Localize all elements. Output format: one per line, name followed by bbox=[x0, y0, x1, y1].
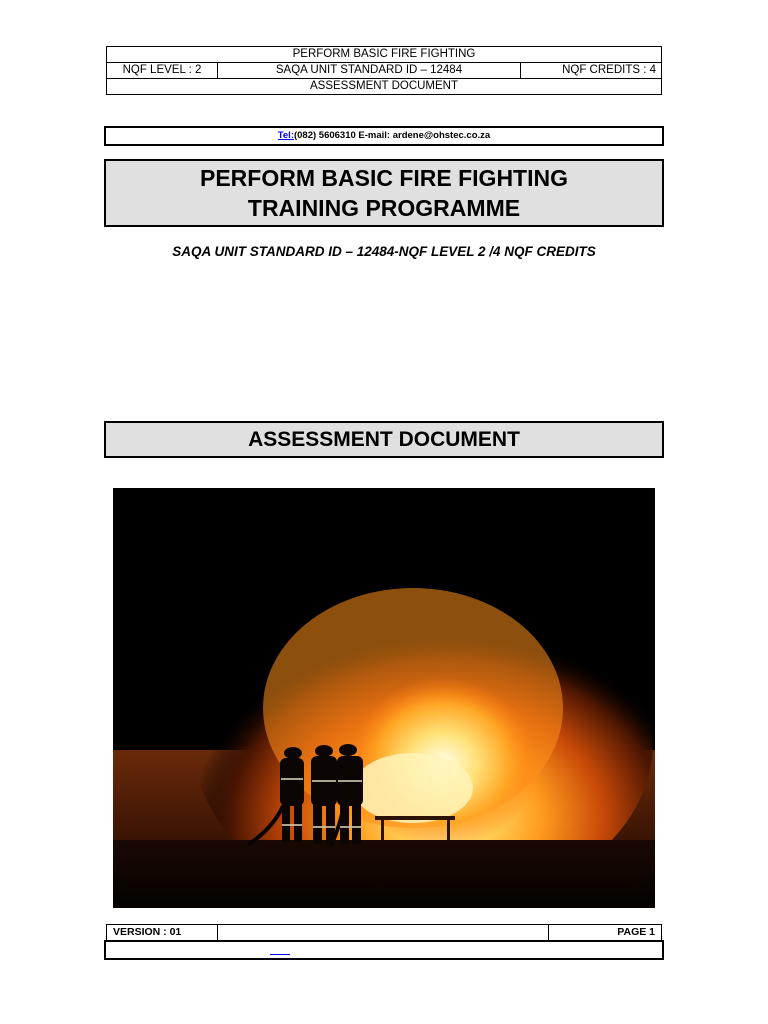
footer-table bbox=[106, 924, 662, 941]
version-label: VERSION : 01 bbox=[107, 925, 218, 940]
tel-link[interactable]: Tel: bbox=[277, 130, 294, 141]
document-title bbox=[104, 159, 664, 227]
unit-standard-id: SAQA UNIT STANDARD ID – 12484 bbox=[218, 63, 521, 78]
nqf-level: NQF LEVEL : 2 bbox=[107, 63, 218, 78]
page-number: PAGE 1 bbox=[617, 926, 655, 938]
title-line-2: TRAINING PROGRAMME bbox=[247, 195, 521, 221]
header-doc-type: ASSESSMENT DOCUMENT bbox=[309, 80, 459, 92]
fire-scene-illustration bbox=[113, 488, 655, 908]
header-table bbox=[106, 46, 662, 95]
contact-bar bbox=[104, 126, 664, 146]
footer-bar bbox=[104, 940, 664, 960]
header-title: PERFORM BASIC FIRE FIGHTING bbox=[292, 48, 476, 60]
contact-details: (082) 5606310 E-mail: ardene@ohstec.co.za bbox=[293, 130, 491, 141]
footer-link[interactable] bbox=[270, 954, 290, 955]
footer-blank-cell bbox=[218, 925, 549, 940]
title-line-1: PERFORM BASIC FIRE FIGHTING bbox=[200, 165, 568, 191]
section-title: ASSESSMENT DOCUMENT bbox=[104, 421, 664, 458]
subtitle: SAQA UNIT STANDARD ID – 12484-NQF LEVEL 2 /4 NQF CREDITS bbox=[172, 244, 596, 259]
nqf-credits: NQF CREDITS : 4 bbox=[562, 64, 656, 76]
firefighting-photo bbox=[113, 488, 655, 908]
